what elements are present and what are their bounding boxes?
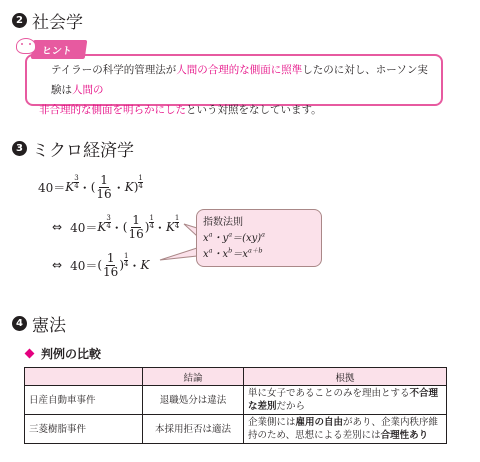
table-header-cell: 根拠 <box>244 368 447 386</box>
case-comparison-table <box>24 367 447 444</box>
section-heading-4 <box>12 311 66 336</box>
table-heading: 判例の比較 <box>26 345 101 362</box>
hint-line-2: 非合理的な側面を明らかにしたという対照をなしています。 <box>39 104 322 116</box>
hint-mascot-icon <box>16 38 36 54</box>
section-number-badge: 4 <box>12 316 27 331</box>
section-number-badge: 3 <box>12 141 27 156</box>
section-title: ミクロ経済学 <box>32 141 134 161</box>
section-number-badge: 2 <box>12 13 27 28</box>
callout-equation-2: $x^a$・$x^b=x^{a+b}$ <box>203 246 263 260</box>
section-title: 社会学 <box>32 13 83 33</box>
hint-tag: ヒント <box>31 40 88 59</box>
conclusion-cell: 本採用拒否は適法 <box>143 415 244 444</box>
table-header-cell <box>25 368 143 386</box>
basis-cell: 企業側には雇用の自由があり、企業内秩序維持のため、思想による差別には合理性あり <box>244 415 447 444</box>
callout-title: 指数法則 <box>203 217 243 228</box>
hint-line-1: テイラーの科学的管理法が人間の合理的な側面に照準したのに対し、ホーソン実験は人間の <box>51 64 428 96</box>
equation-2: ⇔ 40＝ K 3 4 ・ ( $\frac{1}{16}$ ) 1 4 ・ K 1 4 <box>52 213 180 241</box>
table-header-cell: 結論 <box>143 368 244 386</box>
conclusion-cell: 退職処分は違法 <box>143 386 244 415</box>
section-title: 憲法 <box>32 316 66 336</box>
table-header-row <box>25 368 447 386</box>
diamond-bullet-icon <box>25 349 35 359</box>
table-row <box>25 386 447 415</box>
exponent-rule-callout <box>196 209 322 267</box>
equation-1: 40＝ K 3 4 ・ ( $\frac{1}{16}$ ・ K ) 1 4 <box>38 173 143 201</box>
section-heading-2 <box>12 8 83 33</box>
case-name-cell: 日産自動車事件 <box>25 386 143 415</box>
callout-equation-1: $x^a$・$y^a=(xy)^a$ <box>203 230 266 244</box>
case-name-cell: 三菱樹脂事件 <box>25 415 143 444</box>
hint-box <box>25 54 443 116</box>
table-row <box>25 415 447 444</box>
basis-cell: 単に女子であることのみを理由とする不合理な差別だから <box>244 386 447 415</box>
equation-3: ⇔ 40＝ ( $\frac{1}{16}$ ) 1 4 ・ K <box>52 251 150 279</box>
section-heading-3 <box>12 136 134 161</box>
